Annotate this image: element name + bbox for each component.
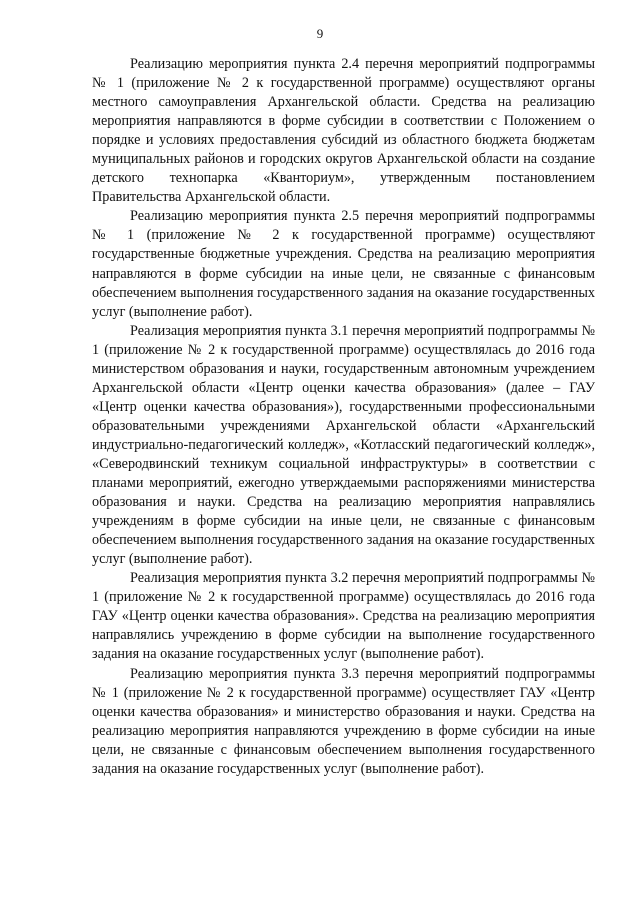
paragraph-item-2-4: Реализацию мероприятия пункта 2.4 перечня мероприятий подпрограммы № 1 (приложение № 2 к государственной программе) осуществляют органы местного самоуправления Архангельской области. Средства на реализацию мероприятия направляются в форме субсидии в соответствии с Положением о порядке и условиях предоставления субсидий из областного бюджета бюджетам муниципальных районов и городских округов Архангельской области на создание детского технопарка «Кванториум», утвержденным постановлением Правительства Архангельской области. — [92, 56, 595, 206]
page-number: 9 — [316, 26, 324, 41]
paragraph-item-2-5: Реализацию мероприятия пункта 2.5 перечня мероприятий подпрограммы № 1 (приложение № 2 к государственной программе) осуществляют государственные бюджетные учреждения. Средства на реализацию мероприятия направляются в форме субсидии на иные цели, не связанные с финансовым обеспечением выполнения государственного задания на оказание государственных услуг (выполнение работ). — [92, 208, 595, 320]
paragraph-item-3-3: Реализацию мероприятия пункта 3.3 перечня мероприятий подпрограммы № 1 (приложение № 2 к государственной программе) осуществляет ГАУ «Центр оценки качества образования» и министерство образования и науки. Средства на реализацию мероприятия направляются учреждению в форме субсидии на иные цели, не связанные с финансовым обеспечением выполнения государственного задания на оказание государственных услуг (выполнение работ). — [92, 665, 595, 777]
document-body — [92, 55, 595, 779]
paragraph-item-3-2: Реализация мероприятия пункта 3.2 перечня мероприятий подпрограммы № 1 (приложение № 2 к государственной программе) осуществлялась до 2016 года ГАУ «Центр оценки качества образования». Средства на реализацию мероприятия направлялись учреждению в форме субсидии на выполнение государственного задания на оказание государственных услуг (выполнение работ). — [92, 570, 595, 663]
paragraph-item-3-1: Реализация мероприятия пункта 3.1 перечня мероприятий подпрограммы № 1 (приложение № 2 к государственной программе) осуществлялась до 2016 года министерством образования и науки, государственным автономным учреждением Архангельской области «Центр оценки качества образования» (далее – ГАУ «Центр оценки качества образования»), государственными профессиональными образовательными учреждениями Архангельской области «Архангельский индустриально-педагогический колледж», «Котласский педагогический колледж», «Северодвинский техникум социальной инфраструктуры» в соответствии с планами мероприятий, ежегодно утверждаемыми распоряжениями министерства образования и науки. Средства на реализацию мероприятия направлялись учреждениям в форме субсидии на иные цели, не связанные с финансовым обеспечением выполнения государственного задания на оказание государственных услуг (выполнение работ). — [92, 322, 595, 568]
